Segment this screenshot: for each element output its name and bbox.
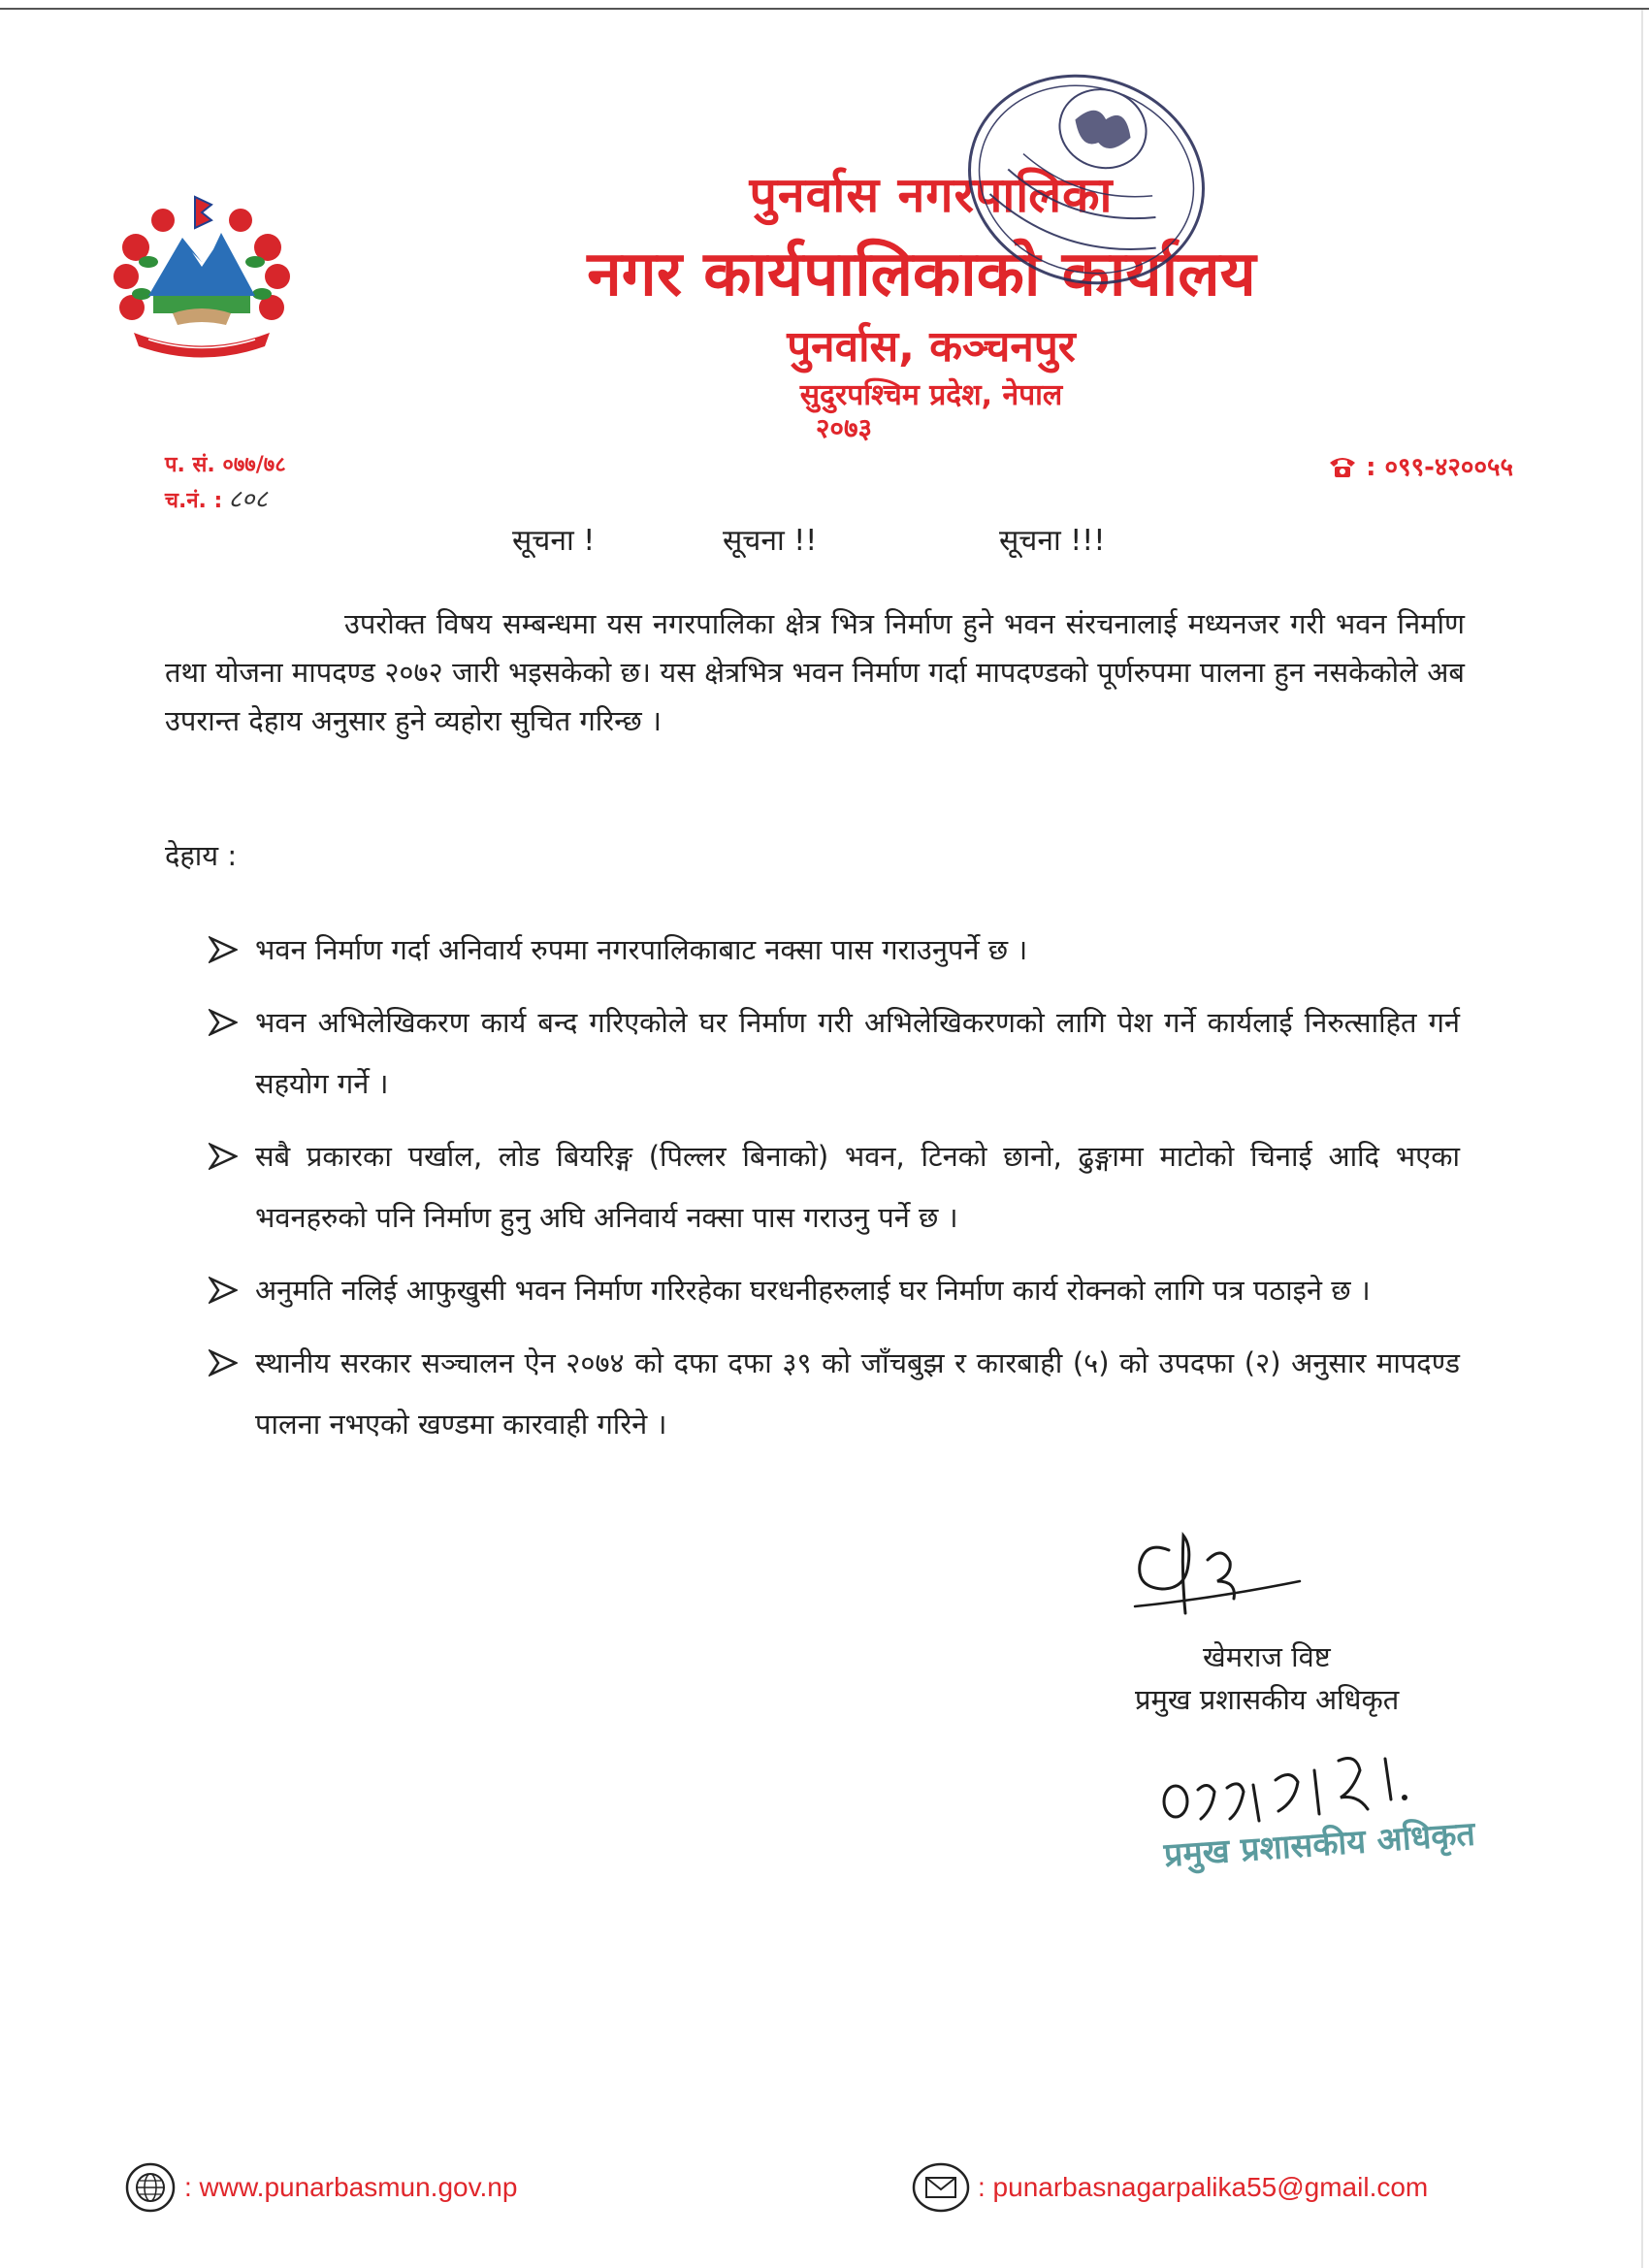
list-item xyxy=(209,992,1460,1115)
dispatch-label: च.नं. : xyxy=(165,489,223,513)
arrow-bullet-icon xyxy=(209,1009,238,1036)
notice-points xyxy=(209,920,1460,1467)
arrow-bullet-icon xyxy=(209,1143,238,1170)
phone-contact xyxy=(1328,448,1513,483)
point-text: सबै प्रकारका पर्खाल, लोड बियरिङ्ग (पिल्लर बिनाको) भवन, टिनको छानो, ढुङ्गामा माटोको चिनाई आदि भएका भवनहरुको पनि निर्माण हुनु अघि अनिवार्य नक्सा पास गराउनु पर्ने छ । xyxy=(255,1140,1460,1234)
point-text: अनुमति नलिई आफुखुसी भवन निर्माण गरिरहेका घरधनीहरुलाई घर निर्माण कार्य रोक्नको लागि पत्र पठाइने छ । xyxy=(255,1274,1371,1307)
notice-heading-3: सूचना !!! xyxy=(999,524,1106,558)
dehaya-label: देहाय : xyxy=(165,839,238,872)
arrow-bullet-icon xyxy=(209,1349,238,1377)
point-text: स्थानीय सरकार सञ्चालन ऐन २०७४ को दफा दफा ३९ को जाँचबुझ र कारबाही (५) को उपदफा (२) अनुसार मापदण्ड पालना नभएको खण्डमा कारवाही गरिने । xyxy=(255,1346,1460,1441)
footer-email xyxy=(912,2161,1428,2214)
office-seal-icon xyxy=(951,58,1222,301)
signatory-name: खेमराज विष्ट xyxy=(1203,1640,1331,1673)
email-link[interactable]: : punarbasnagarpalika55@gmail.com xyxy=(978,2172,1429,2202)
arrow-bullet-icon xyxy=(209,936,238,963)
phone-number: : ०९९-४२००५५ xyxy=(1366,453,1513,482)
point-text: भवन निर्माण गर्दा अनिवार्य रुपमा नगरपालिकाबाट नक्सा पास गराउनुपर्ने छ । xyxy=(255,933,1028,966)
website-link[interactable]: : www.punarbasmun.gov.np xyxy=(184,2172,518,2202)
signatory-title: प्रमुख प्रशासकीय अधिकृत xyxy=(1135,1683,1400,1716)
point-text: भवन अभिलेखिकरण कार्य बन्द गरिएकोले घर निर्माण गरी अभिलेखिकरणको लागि पेश गर्ने कार्यलाई निरुत्साहित गर्न सहयोग गर्ने । xyxy=(255,1006,1460,1100)
notice-heading-1: सूचना ! xyxy=(512,524,596,558)
letterhead-province: सुदुरपश्चिम प्रदेश, नेपाल xyxy=(799,378,1063,412)
signature xyxy=(1116,1521,1310,1628)
dispatch-value: ८०८ xyxy=(228,485,268,514)
envelope-icon xyxy=(912,2161,970,2214)
footer-website xyxy=(124,2161,517,2214)
scan-edge-top xyxy=(0,8,1649,10)
telephone-icon xyxy=(1328,455,1357,478)
letterhead-location: पुनर्वास, कञ्चनपुर xyxy=(787,322,1076,372)
globe-icon xyxy=(124,2161,177,2214)
letterhead-municipality: पुनर्वास नगरपालिका xyxy=(749,167,1114,223)
stamp-title: प्रमुख प्रशासकीय अधिकृत xyxy=(1162,1814,1477,1875)
reference-number: प. सं. ०७७/७८ xyxy=(165,453,286,477)
list-item xyxy=(209,1260,1460,1321)
list-item xyxy=(209,1333,1460,1455)
list-item xyxy=(209,1126,1460,1248)
letterhead-office: नगर कार्यपालिकाको कार्यालय xyxy=(587,239,1256,310)
arrow-bullet-icon xyxy=(209,1277,238,1304)
notice-intro: उपरोक्त विषय सम्बन्धमा यस नगरपालिका क्षेत्र भित्र निर्माण हुने भवन संरचनालाई मध्यनजर गरी भवन निर्माण तथा योजना मापदण्ड २०७२ जारी भइसकेको छ। यस क्षेत्रभित्र भवन निर्माण गर्दा मापदण्डको पूर्णरुपमा पालना हुन नसकेकोले अब उपरान्त देहाय अनुसार हुने व्यहोरा सुचित गरिन्छ । xyxy=(165,607,1465,737)
dispatch-number xyxy=(165,480,268,515)
letterhead-year: २०७३ xyxy=(815,412,873,444)
notice-heading-2: सूचना !! xyxy=(723,524,818,558)
list-item xyxy=(209,920,1460,981)
